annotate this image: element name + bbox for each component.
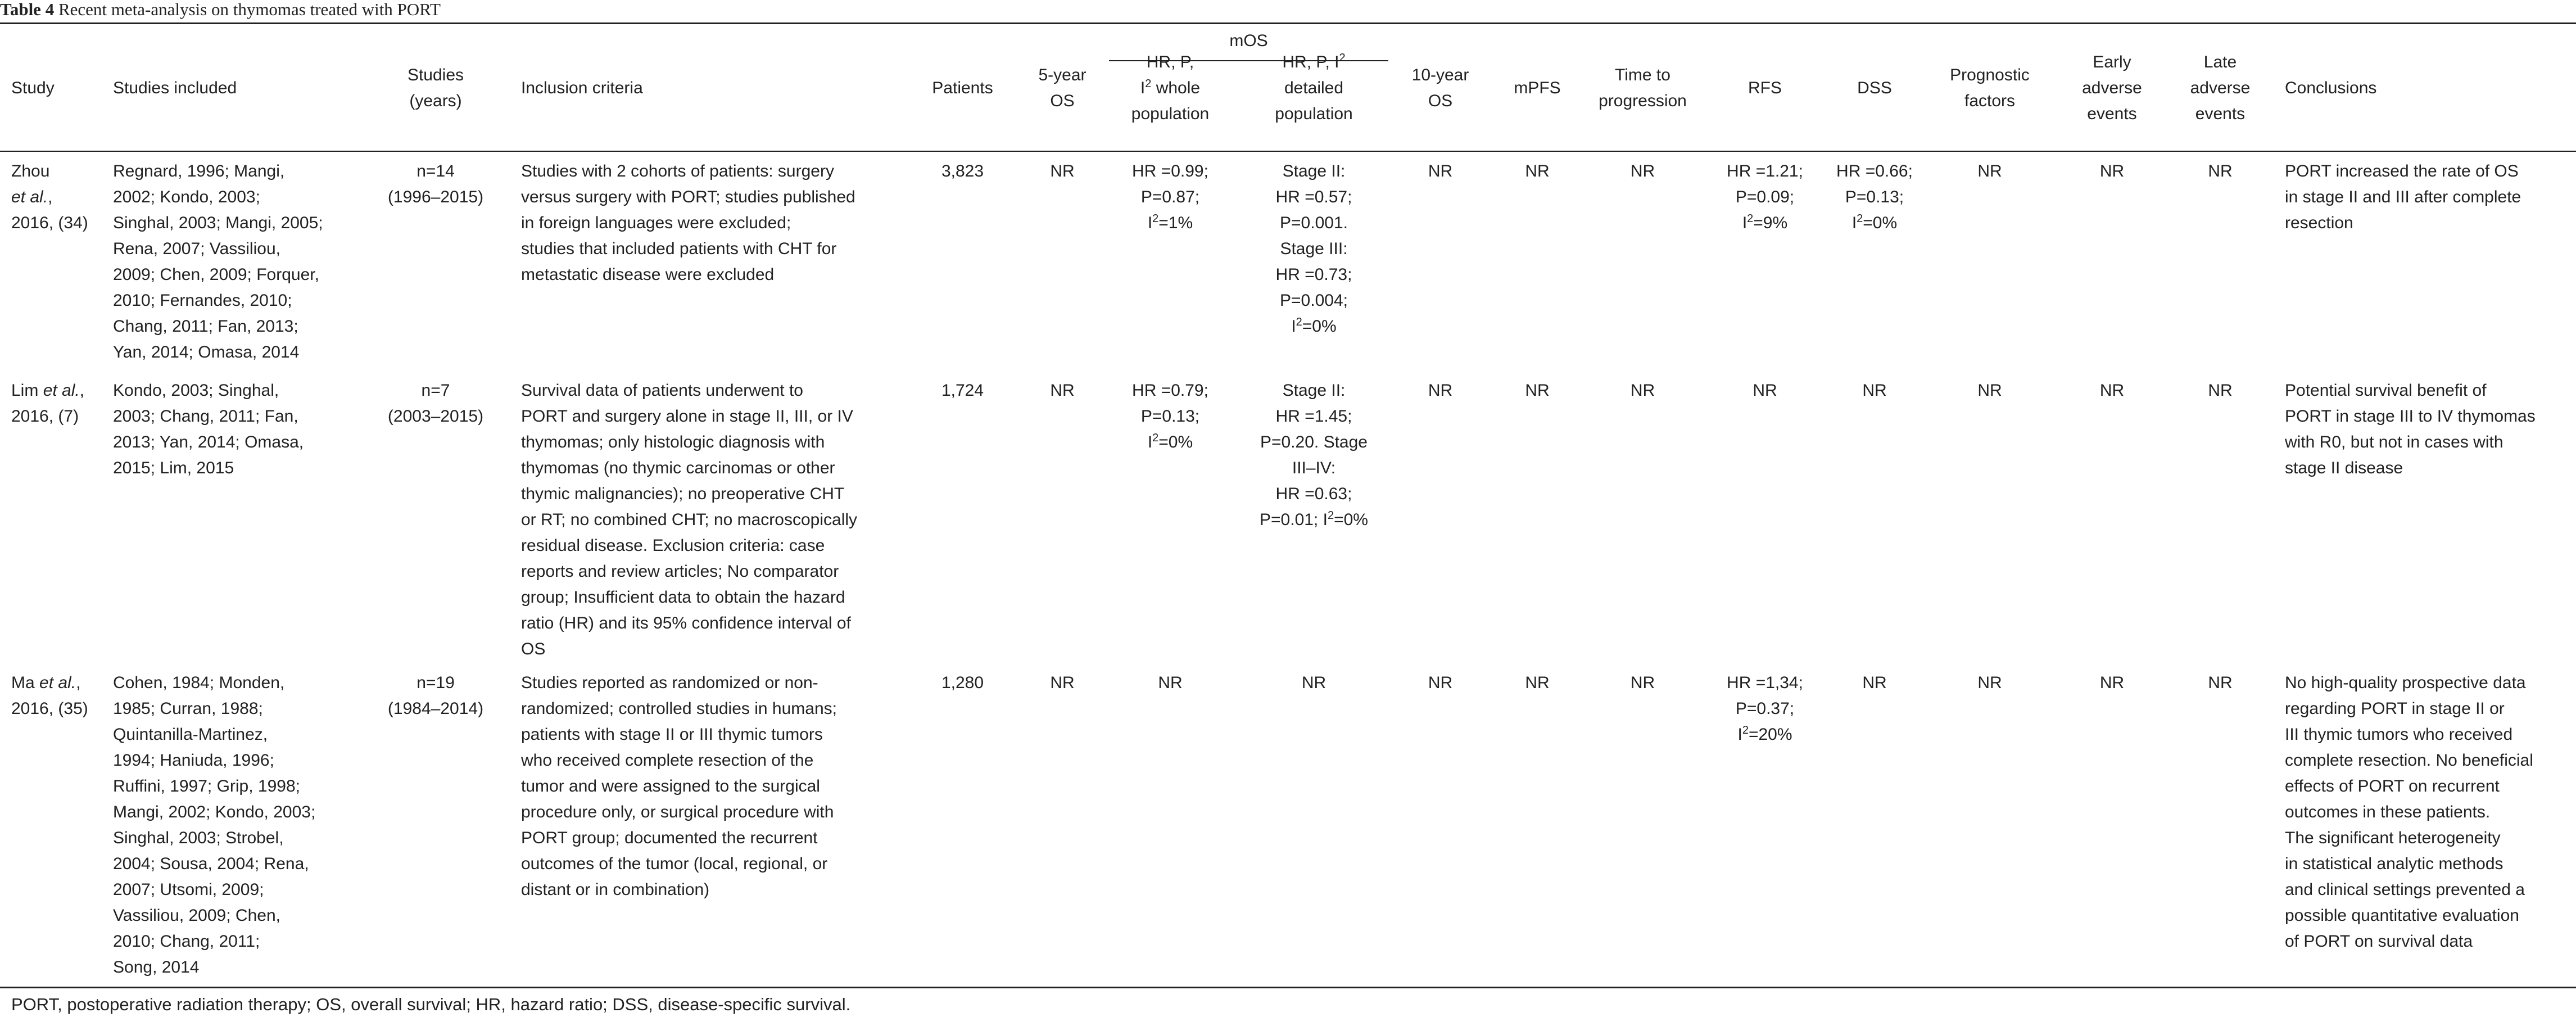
row-3-patients: 1,280 bbox=[941, 674, 984, 692]
row-2-concl: Potential survival benefit of PORT in stage III to IV thymomas with R0, but not in cases with stage II disease bbox=[2285, 381, 2536, 477]
table-caption-label: Table 4 bbox=[0, 0, 55, 19]
row-3-early: NR bbox=[2099, 674, 2125, 692]
row-3-dss: NR bbox=[1862, 674, 1887, 692]
header-mos-group: mOS bbox=[1229, 31, 1268, 50]
header-mpfs: mPFS bbox=[1514, 79, 1561, 97]
row-1-dss: HR =0.66; P=0.13; $I^2=0\%$ bbox=[1836, 162, 1913, 232]
header-study: Study bbox=[11, 79, 55, 97]
row-2-patients: 1,724 bbox=[941, 381, 984, 400]
header-years: Studies (years) bbox=[407, 66, 464, 110]
row-2-dss: NR bbox=[1862, 381, 1887, 400]
row-1-mos-detail: Stage II: HR =0.57; P=0.001. Stage III: HR =0.73; P=0.004; $I^2=0\%$ bbox=[1275, 162, 1352, 336]
row-3-mos-detail: NR bbox=[1301, 674, 1327, 692]
header-dss: DSS bbox=[1857, 79, 1892, 97]
header-os10: 10-year OS bbox=[1411, 66, 1469, 110]
row-2-years: n=7 (2003–2015) bbox=[387, 381, 484, 426]
row-2-mos-whole: HR =0.79; P=0.13; $I^2=0\%$ bbox=[1132, 381, 1208, 451]
table-top-rule bbox=[0, 22, 2576, 24]
header-os5: 5-year OS bbox=[1038, 66, 1086, 110]
row-2-early: NR bbox=[2099, 381, 2125, 400]
table-footnote: PORT, postoperative radiation therapy; OS, overall survival; HR, hazard ratio; DSS, disease-specific survival. bbox=[11, 995, 851, 1014]
row-2-rfs: NR bbox=[1753, 381, 1777, 400]
row-3-mos-whole: NR bbox=[1158, 674, 1183, 692]
row-1-late: NR bbox=[2208, 162, 2233, 180]
row-1-concl: PORT increased the rate of OS in stage II and III after complete resection bbox=[2285, 162, 2521, 232]
row-1-ttp: NR bbox=[1630, 162, 1655, 180]
row-2-ttp: NR bbox=[1630, 381, 1655, 400]
header-late: Late adverse events bbox=[2190, 53, 2251, 123]
row-3-os10: NR bbox=[1428, 674, 1453, 692]
row-1-os10: NR bbox=[1428, 162, 1453, 180]
row-2-os10: NR bbox=[1428, 381, 1453, 400]
row-2-mos-detail: Stage II: HR =1.45; P=0.20. Stage III–IV: HR =0.63; P=0.01; $I^2=0\%$ bbox=[1260, 381, 1368, 529]
table-caption-text: Recent meta-analysis on thymomas treated with PORT bbox=[58, 0, 441, 19]
header-criteria: Inclusion criteria bbox=[521, 79, 643, 97]
row-3-years: n=19 (1984–2014) bbox=[387, 674, 484, 718]
row-1-criteria: Studies with 2 cohorts of patients: surgery versus surgery with PORT; studies published in foreign languages were excluded; studies that included patients with CHT for metastatic disease were excluded bbox=[521, 162, 855, 284]
row-1-years: n=14 (1996–2015) bbox=[387, 162, 484, 206]
row-1-early: NR bbox=[2099, 162, 2125, 180]
row-3-mpfs: NR bbox=[1525, 674, 1550, 692]
row-2-mpfs: NR bbox=[1525, 381, 1550, 400]
row-3-rfs: HR =1,34; P=0.37; $I^2=20\%$ bbox=[1727, 674, 1803, 744]
row-1-rfs: HR =1.21; P=0.09; $I^2=9\%$ bbox=[1727, 162, 1803, 232]
row-3-study: Ma et al., 2016, (35) bbox=[11, 674, 88, 718]
row-2-os5: NR bbox=[1050, 381, 1075, 400]
row-2-criteria: Survival data of patients underwent to PORT and surgery alone in stage II, III, or IV thymomas; only histologic diagnosis with thymomas (no thymic carcinomas or other thymic malignancies); no preoperative CHT or RT; no combined CHT; no macroscopically residual disease. Exclusion criteria: case reports and review articles; No comparator group; Insufficient data to obtain the hazard ratio (HR) and its 95% confidence interval of OS bbox=[521, 381, 858, 658]
header-patients: Patients bbox=[932, 79, 993, 97]
row-3-late: NR bbox=[2208, 674, 2233, 692]
header-included: Studies included bbox=[113, 79, 237, 97]
row-3-os5: NR bbox=[1050, 674, 1075, 692]
header-early: Early adverse events bbox=[2082, 53, 2142, 123]
header-prog: Prognostic factors bbox=[1950, 66, 2030, 110]
row-1-patients: 3,823 bbox=[941, 162, 984, 180]
row-1-os5: NR bbox=[1050, 162, 1075, 180]
row-3-concl: No high-quality prospective data regarding PORT in stage II or III thymic tumors who received complete resection. No beneficial effects of PORT on recurrent outcomes in these patients. The significant heterogeneity in statistical analytic methods and clinical settings prevented a possible quantitative evaluation of PORT on survival data bbox=[2285, 674, 2533, 951]
row-3-criteria: Studies reported as randomized or non- randomized; controlled studies in humans; patients with stage II or III thymic tumors who received complete resection of the tumor and were assigned to the surgical procedure only, or surgical procedure with PORT group; documented the recurrent outcomes of the tumor (local, regional, or distant or in combination) bbox=[521, 674, 837, 899]
row-1-mpfs: NR bbox=[1525, 162, 1550, 180]
header-mos-detail: HR, P, $I^2$ detailed population bbox=[1275, 52, 1353, 123]
row-2-included: Kondo, 2003; Singhal, 2003; Chang, 2011; Fan, 2013; Yan, 2014; Omasa, 2015; Lim, 2015 bbox=[113, 381, 304, 477]
row-1-mos-whole: HR =0.99; P=0.87; $I^2=1\%$ bbox=[1132, 162, 1208, 232]
row-3-included: Cohen, 1984; Monden, 1985; Curran, 1988; Quintanilla-Martinez, 1994; Haniuda, 1996; Ruffini, 1997; Grip, 1998; Mangi, 2002; Kondo, 2003; Singhal, 2003; Strobel, 2004; Sousa, 2004; Rena, 2007; Utsomi, 2009; Vassiliou, 2009; Chen, 2010; Chang, 2011; Song, 2014 bbox=[113, 674, 316, 977]
table-bottom-rule bbox=[0, 987, 2576, 988]
header-concl: Conclusions bbox=[2285, 79, 2377, 97]
row-2-late: NR bbox=[2208, 381, 2233, 400]
row-1-included: Regnard, 1996; Mangi, 2002; Kondo, 2003; Singhal, 2003; Mangi, 2005; Rena, 2007; Vassiliou, 2009; Chen, 2009; Forquer, 2010; Fernandes, 2010; Chang, 2011; Fan, 2013; Yan, 2014; Omasa, 2014 bbox=[113, 162, 323, 361]
header-bottom-rule bbox=[0, 151, 2576, 152]
header-mos-whole: HR, P, $I^2$ whole population bbox=[1131, 53, 1210, 123]
header-ttp: Time to progression bbox=[1599, 66, 1687, 110]
row-2-study: Lim et al., 2016, (7) bbox=[11, 381, 85, 426]
header-rfs: RFS bbox=[1748, 79, 1782, 97]
table-caption bbox=[0, 0, 441, 19]
row-2-prog: NR bbox=[1977, 381, 2002, 400]
row-1-prog: NR bbox=[1977, 162, 2002, 180]
row-1-study: Zhou et al., 2016, (34) bbox=[11, 162, 88, 232]
row-3-ttp: NR bbox=[1630, 674, 1655, 692]
row-3-prog: NR bbox=[1977, 674, 2002, 692]
